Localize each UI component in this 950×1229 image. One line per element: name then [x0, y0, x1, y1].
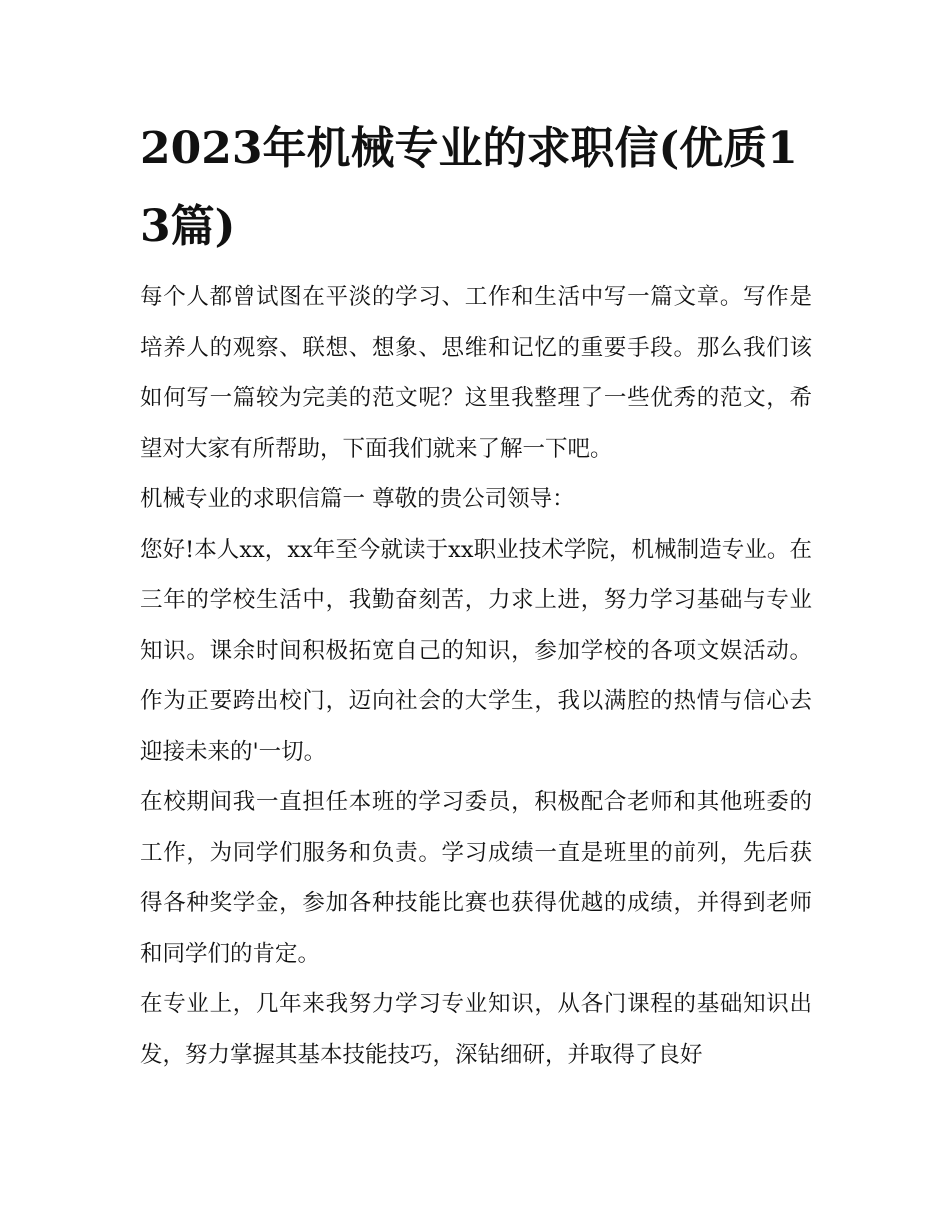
body-paragraph: 您好!本人xx，xx年至今就读于xx职业技术学院，机械制造专业。在三年的学校生活中，我勤奋刻苦，力求上进，努力学习基础与专业知识。课余时间积极拓宽自己的知识，参加学校的各项文娱活动。作为正要跨出校门，迈向社会的大学生，我以满腔的热情与信心去迎接未来的'一切。	[140, 536, 812, 765]
document-content	[140, 110, 812, 1080]
document-body	[140, 272, 812, 1080]
document-title: 2023年机械专业的求职信(优质13篇)	[140, 123, 798, 252]
section-heading-paragraph: 机械专业的求职信篇一 尊敬的贵公司领导：	[140, 486, 575, 512]
body-paragraph: 在专业上，几年来我努力学习专业知识，从各门课程的基础知识出发，努力掌握其基本技能技巧，深钻细研，并取得了良好	[140, 991, 812, 1068]
body-paragraph: 在校期间我一直担任本班的学习委员，积极配合老师和其他班委的工作，为同学们服务和负责。学习成绩一直是班里的前列，先后获得各种奖学金，参加各种技能比赛也获得优越的成绩，并得到老师和同学们的肯定。	[140, 789, 812, 967]
intro-paragraph: 每个人都曾试图在平淡的学习、工作和生活中写一篇文章。写作是培养人的观察、联想、想象、思维和记忆的重要手段。那么我们该如何写一篇较为完美的范文呢？这里我整理了一些优秀的范文，希望对大家有所帮助，下面我们就来了解一下吧。	[140, 284, 812, 462]
